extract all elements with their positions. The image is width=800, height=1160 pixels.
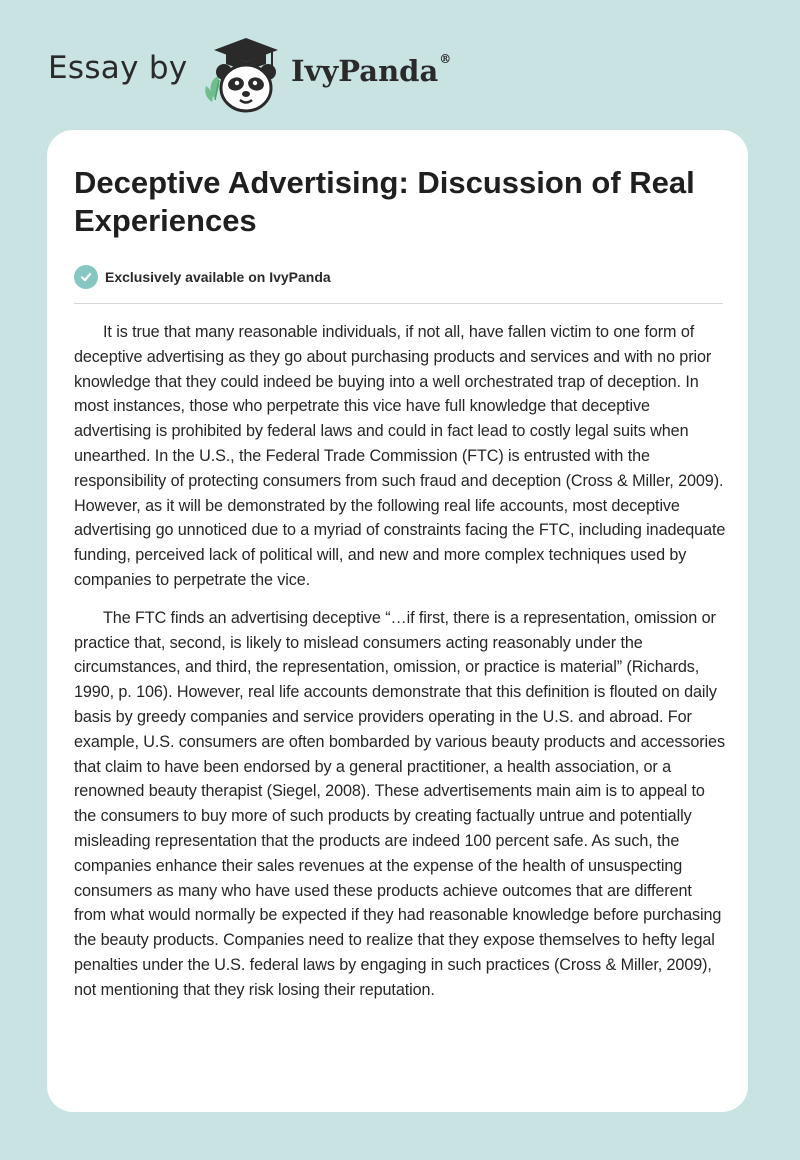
essay-card [47, 130, 748, 1112]
panda-logo-icon[interactable] [200, 36, 280, 116]
body-paragraph: It is true that many reasonable individuals, if not all, have fallen victim to one form of deceptive advertising as they go about purchasing products and services and with no prior knowledge that they could indeed be buying into a well orchestrated trap of deception. In most instances, those who perpetrate this vice have full knowledge that deceptive advertising is prohibited by federal laws and could in fact lead to costly legal suits when unearthed. In the U.S., the Federal Trade Commission (FTC) is entrusted with the responsibility of protecting consumers from such fraud and deception (Cross & Miller, 2009). However, as it will be demonstrated by the following real life accounts, most deceptive advertising go unnoticed due to a myriad of constraints facing the FTC, including inadequate funding, perceived lack of political will, and new and more complex techniques used by companies to perpetrate the vice. [74, 323, 726, 589]
brand-text: IvyPanda [291, 54, 439, 88]
exclusive-badge [74, 264, 331, 290]
essay-body [74, 320, 726, 1016]
check-circle-icon [74, 265, 98, 289]
exclusive-label: Exclusively available on IvyPanda [105, 269, 331, 285]
title-divider [74, 303, 723, 304]
essay-by-label: Essay by [48, 50, 188, 86]
essay-title: Deceptive Advertising: Discussion of Real Experiences [74, 165, 695, 238]
brand-name[interactable] [291, 54, 451, 88]
registered-mark: ® [439, 52, 452, 66]
body-paragraph: The FTC finds an advertising deceptive “…if first, there is a representation, omission or practice that, second, is likely to mislead consumers acting reasonably under the circumstances, and third, the representation, omission, or practice is material” (Richards, 1990, p. 106). However, real life accounts demonstrate that this definition is flouted on daily basis by greedy companies and service providers operating in the U.S. and abroad. For example, U.S. consumers are often bombarded by various beauty products and accessories that claim to have been endorsed by a general practitioner, a health association, or a renowned beauty therapist (Siegel, 2008). These advertisements main aim is to appeal to the consumers to buy more of such products by creating factually untrue and potentially misleading representation that the products are indeed 100 percent safe. As such, the companies enhance their sales revenues at the expense of the health of unsuspecting consumers as many who have used these products achieve outcomes that are different from what would normally be expected if they had reasonable knowledge before purchasing the beauty products. Companies need to realize that they expose themselves to hefty legal penalties under the U.S. federal laws by engaging in such practices (Cross & Miller, 2009), not mentioning that they risk losing their reputation. [74, 608, 725, 999]
site-header [48, 28, 548, 118]
